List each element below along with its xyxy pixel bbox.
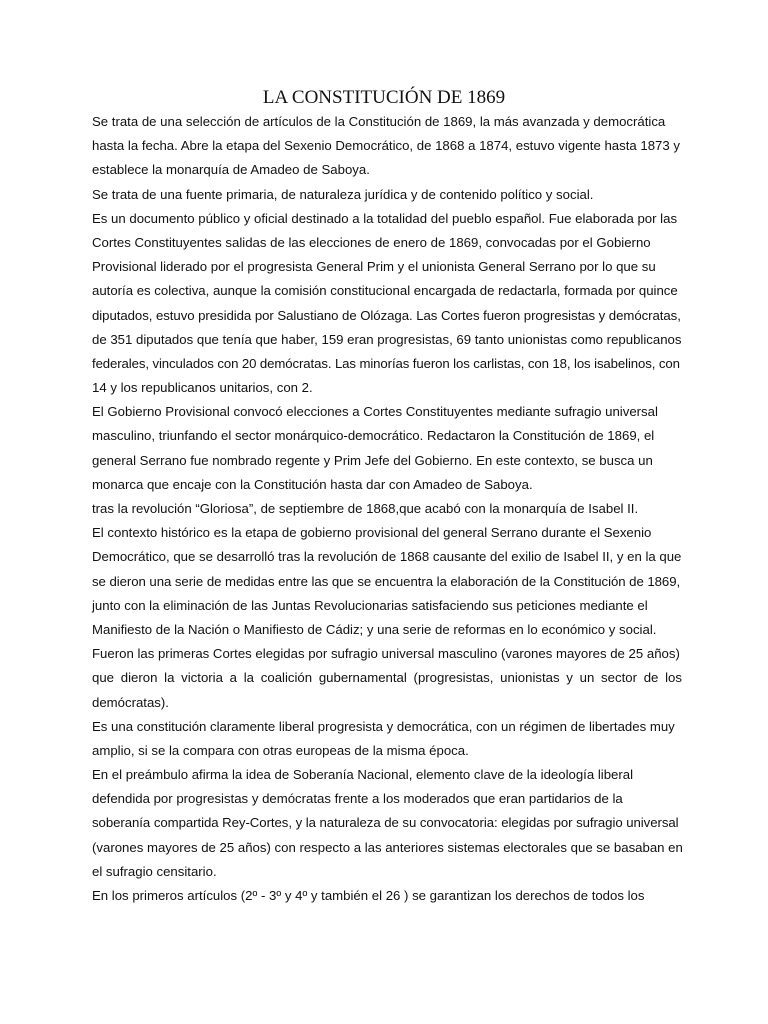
text-line: establece la monarquía de Amadeo de Saboya. xyxy=(92,162,370,178)
document-title: LA CONSTITUCIÓN DE 1869 xyxy=(262,87,506,108)
text-line: junto con la eliminación de las Juntas Revolucionarias satisfaciendo sus peticiones mediante el xyxy=(92,597,648,613)
text-line: de 351 diputados que tenía que haber, 159 eran progresistas, 69 tanto unionistas como republicanos xyxy=(92,331,682,347)
text-line: Fueron las primeras Cortes elegidas por sufragio universal masculino (varones mayores de 25 años) xyxy=(92,646,680,662)
text-line: Es una constitución claramente liberal progresista y democrática, con un régimen de libertades muy xyxy=(92,718,675,734)
text-line: Democrático, que se desarrolló tras la revolución de 1868 causante del exilio de Isabel II, y en la que xyxy=(92,549,682,565)
text-line: diputados, estuvo presidida por Salustiano de Olózaga. Las Cortes fueron progresistas y demócratas, xyxy=(92,307,681,323)
text-line: general Serrano fue nombrado regente y Prim Jefe del Gobierno. En este contexto, se busca un xyxy=(92,452,653,468)
text-line: Se trata de una selección de artículos de la Constitución de 1869, la más avanzada y democrática xyxy=(92,114,666,129)
text-line: defendida por progresistas y demócratas frente a los moderados que eran partidarios de la xyxy=(92,791,623,807)
text-line: El Gobierno Provisional convocó elecciones a Cortes Constituyentes mediante sufragio universal xyxy=(92,404,658,420)
text-line: Es un documento público y oficial destinado a la totalidad del pueblo español. Fue elaborada por las xyxy=(92,210,678,226)
text-line: El contexto histórico es la etapa de gobierno provisional del general Serrano durante el Sexenio xyxy=(92,525,652,541)
text-line: En los primeros artículos (2º - 3º y 4º y también el 26 ) se garantizan los derechos de todos los xyxy=(92,888,645,903)
text-line: En el preámbulo afirma la idea de Soberanía Nacional, elemento clave de la ideología liberal xyxy=(92,767,634,783)
text-line: Cortes Constituyentes salidas de las elecciones de enero de 1869, convocadas por el Gobierno xyxy=(92,234,651,250)
text-line: Manifiesto de la Nación o Manifiesto de Cádiz; y una serie de reformas en lo económico y social. xyxy=(92,621,657,637)
text-line: se dieron una serie de medidas entre las que se encuentra la elaboración de la Constitución de 1869, xyxy=(92,573,681,589)
text-line: 14 y los republicanos unitarios, con 2. xyxy=(92,380,313,396)
text-line: masculino, triunfando el sector monárquico-democrático. Redactaron la Constitución de 1869, el xyxy=(92,428,655,444)
text-line: (varones mayores de 25 años) con respecto a las anteriores sistemas electorales que se basaban en xyxy=(92,839,683,855)
text-line: amplio, si se la compara con otras europeas de la misma época. xyxy=(92,742,469,758)
text-line: autoría es colectiva, aunque la comisión constitucional encargada de redactarla, formada por quince xyxy=(92,283,678,299)
text-line: federales, vinculados con 20 demócratas. Las minorías fueron los carlistas, con 18, los isabelinos, con xyxy=(92,355,680,371)
text-line: soberanía compartida Rey-Cortes, y la naturaleza de su convocatoria: elegidas por sufragio universal xyxy=(92,815,679,831)
text-line: monarca que encaje con la Constitución hasta dar con Amadeo de Saboya. xyxy=(92,476,533,492)
text-line: hasta la fecha. Abre la etapa del Sexenio Democrático, de 1868 a 1874, estuvo vigente hasta 1873 y xyxy=(92,138,680,154)
text-line: Se trata de una fuente primaria, de naturaleza jurídica y de contenido político y social. xyxy=(92,186,594,202)
text-line: que dieron la victoria a la coalición gubernamental (progresistas, unionistas y un sector de los xyxy=(92,670,682,686)
text-line: demócratas). xyxy=(92,694,169,710)
text-line: el sufragio censitario. xyxy=(92,863,217,879)
text-line: tras la revolución “Gloriosa”, de septiembre de 1868,que acabó con la monarquía de Isabel II. xyxy=(92,501,639,516)
text-line: Provisional liderado por el progresista General Prim y el unionista General Serrano por lo que su xyxy=(92,259,656,275)
document-body xyxy=(92,110,682,908)
